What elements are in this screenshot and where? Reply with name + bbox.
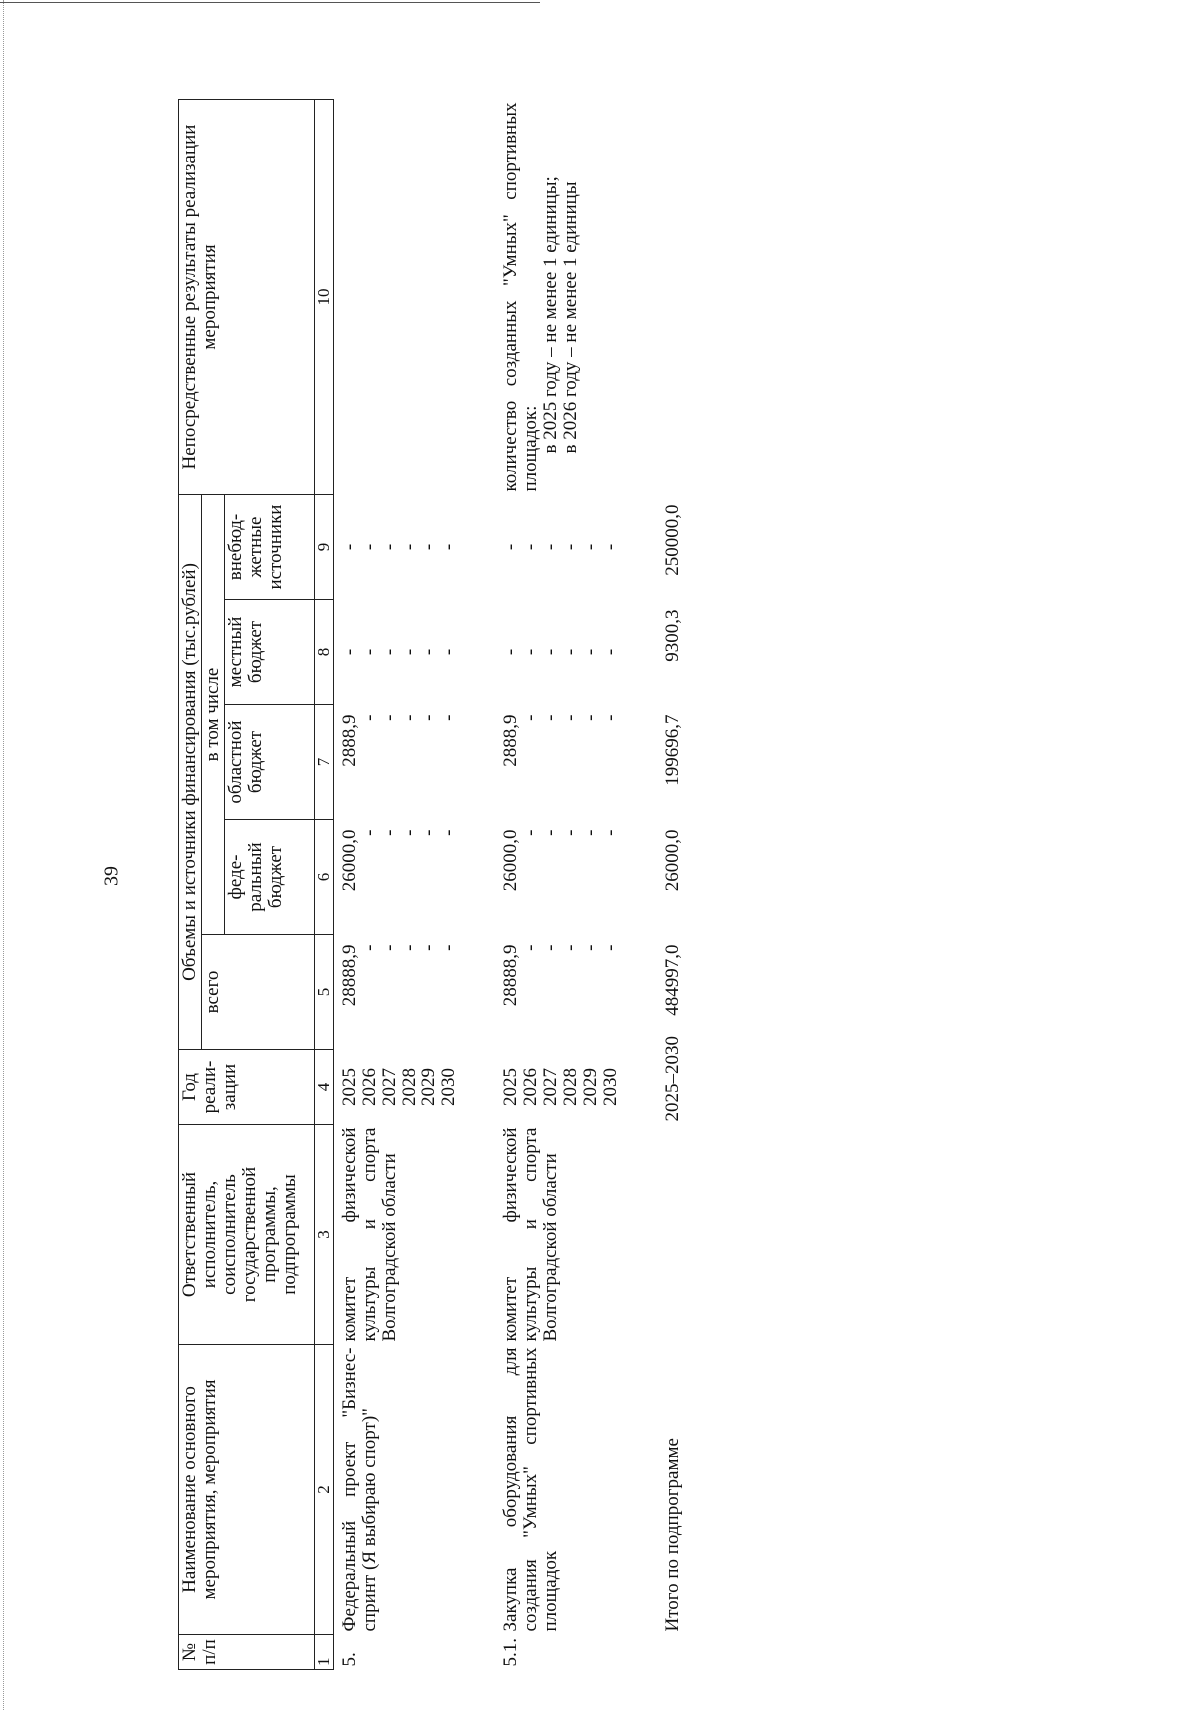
colnum-8: 8 — [314, 600, 333, 705]
total-label: Итого по подпрограмме — [661, 1438, 683, 1632]
header-total: всего — [201, 935, 314, 1050]
row-results: количество созданных "Умных" спортивных площадок: в 2025 году – не менее 1 единицы; в 2026 году – не менее 1 единицы — [500, 102, 582, 492]
total-sum: 484997,0 — [661, 944, 683, 1016]
header-regional: областной бюджет — [224, 705, 314, 820]
page-number: 39 — [100, 866, 123, 886]
header-name: Наименование основного мероприятия, мероприятия — [179, 1345, 315, 1635]
colnum-9: 9 — [314, 495, 333, 600]
row-regional: 2888,9 - - - - - — [500, 714, 622, 767]
row-executor: комитет физической культуры и спорта Волгоградской области — [500, 1127, 562, 1342]
row-federal: 26000,0 - - - - - — [338, 829, 460, 892]
header-local: местный бюджет — [224, 600, 314, 705]
total-extrabudget: 250000,0 — [661, 504, 683, 576]
row-extrabudget: - - - - - - — [500, 543, 622, 551]
row-total: 28888,9 - - - - - — [500, 944, 622, 1007]
row-years: 2025 2026 2027 2028 2029 2030 — [500, 1068, 622, 1106]
colnum-2: 2 — [314, 1345, 333, 1635]
header-incl: в том числе — [201, 495, 224, 935]
row-local: - - - - - - — [338, 648, 460, 656]
row-federal: 26000,0 - - - - - — [500, 829, 622, 892]
total-row — [623, 100, 685, 1670]
table-row — [333, 100, 461, 1670]
total-years: 2025–2030 — [661, 1036, 683, 1122]
header-num: № п/п — [179, 1635, 315, 1670]
colnum-3: 3 — [314, 1125, 333, 1345]
row-executor: комитет физической культуры и спорта Волгоградской области — [338, 1127, 400, 1342]
rotated-page-content — [178, 100, 698, 1670]
row-regional: 2888,9 - - - - - — [338, 714, 460, 767]
funding-table — [178, 99, 685, 1670]
row-name: Закупка оборудования для создания "Умных" спортивных площадок — [500, 1347, 562, 1632]
row-local: - - - - - - — [500, 648, 622, 656]
total-local: 9300,3 — [661, 609, 683, 662]
table-row — [461, 100, 623, 1670]
row-name: Федеральный проект "Бизнес-спринт (Я выбираю спорт)" — [338, 1347, 380, 1632]
row-years: 2025 2026 2027 2028 2029 2030 — [338, 1068, 460, 1106]
row-extrabudget: - - - - - - — [338, 543, 460, 551]
total-regional: 199696,7 — [661, 714, 683, 786]
colnum-7: 7 — [314, 705, 333, 820]
header-executor: Ответственный исполнитель, соисполнитель государственной программы, подпрограммы — [179, 1125, 315, 1345]
total-federal: 26000,0 — [661, 829, 683, 892]
header-results: Непосредственные результаты реализации мероприятия — [179, 100, 315, 495]
scan-left-edge — [3, 0, 4, 1710]
header-funding: Объемы и источники финансирования (тыс.рублей) — [179, 495, 202, 1050]
row-number: 5.1. — [500, 1638, 522, 1667]
row-total: 28888,9 - - - - - — [338, 944, 460, 1007]
header-year: Год реали-зации — [179, 1050, 315, 1125]
header-extrabudget: внебюд-жетные источники — [224, 495, 314, 600]
scan-top-edge — [0, 2, 540, 3]
colnum-10: 10 — [314, 100, 333, 495]
colnum-1: 1 — [314, 1635, 333, 1670]
colnum-6: 6 — [314, 820, 333, 935]
colnum-5: 5 — [314, 935, 333, 1050]
row-number: 5. — [338, 1652, 360, 1667]
row-results — [333, 100, 461, 495]
colnum-4: 4 — [314, 1050, 333, 1125]
header-federal: феде-ральный бюджет — [224, 820, 314, 935]
